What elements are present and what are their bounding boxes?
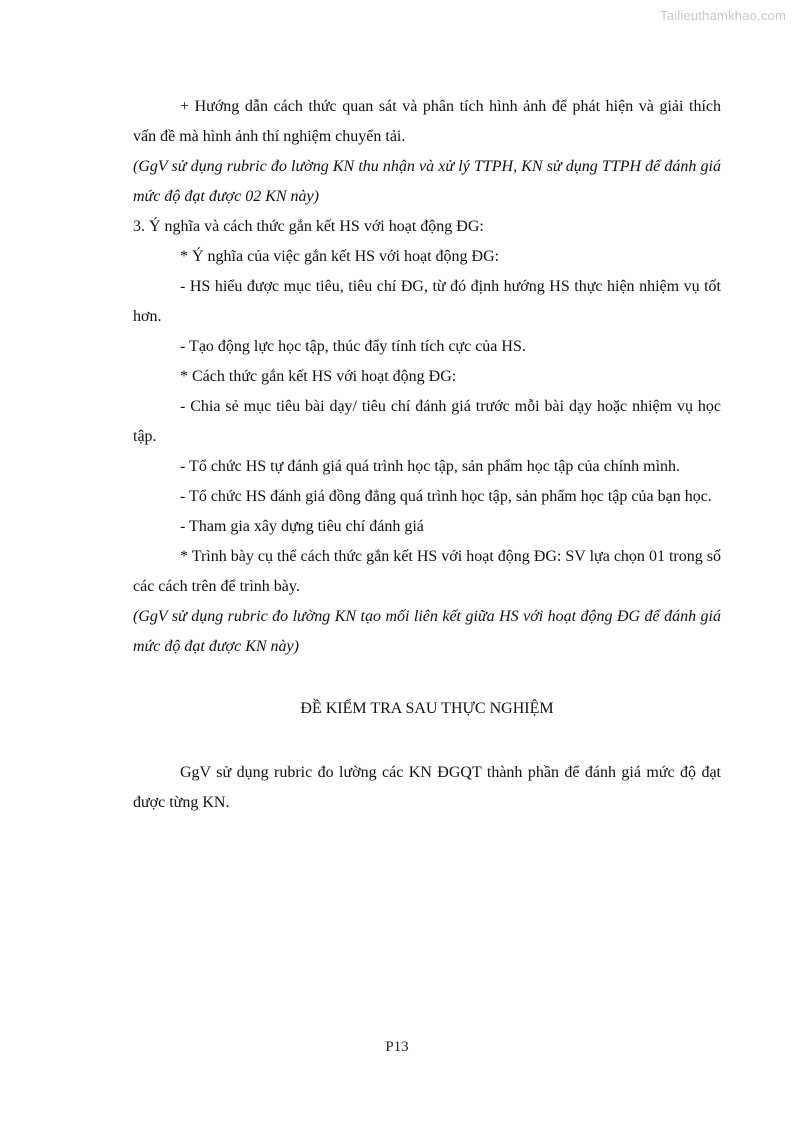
paragraph-meaning-item-1: - HS hiểu được mục tiêu, tiêu chí ĐG, từ đó định hướng HS thực hiện nhiệm vụ tốt hơn. [133,278,721,325]
paragraph-methods-heading: * Cách thức gắn kết HS với hoạt động ĐG: [180,368,457,385]
paragraph-meaning-heading: * Ý nghĩa của việc gắn kết HS với hoạt động ĐG: [180,248,500,265]
section-heading: ĐỀ KIỂM TRA SAU THỰC NGHIỆM [300,700,554,717]
document-body [133,92,721,818]
paragraph-meaning-item-2: - Tạo động lực học tập, thúc đẩy tính tích cực của HS. [180,338,526,355]
paragraphs-top [133,92,721,662]
paragraph-rubric-note-2: (GgV sử dụng rubric đo lường KN tạo mối liên kết giữa HS với hoạt động ĐG để đánh giá mức độ đạt được KN này) [133,608,721,655]
paragraph-section-3-title: 3. Ý nghĩa và cách thức gắn kết HS với hoạt động ĐG: [133,218,484,235]
paragraph-observation-guide: + Hướng dẫn cách thức quan sát và phân tích hình ảnh để phát hiện và giải thích vấn đề mà hình ảnh thí nghiệm chuyển tải. [133,98,721,145]
paragraph-rubric-note-1: (GgV sử dụng rubric đo lường KN thu nhận và xử lý TTPH, KN sử dụng TTPH để đánh giá mức độ đạt được 02 KN này) [133,158,721,205]
paragraph-method-item-4: - Tham gia xây dựng tiêu chí đánh giá [180,518,424,535]
page-number: P13 [385,1039,409,1055]
paragraph-presentation-instruction: * Trình bày cụ thể cách thức gắn kết HS với hoạt động ĐG: SV lựa chọn 01 trong số các cách trên để trình bày. [133,548,721,595]
paragraph-method-item-2: - Tổ chức HS tự đánh giá quá trình học tập, sản phẩm học tập của chính mình. [180,458,681,475]
paragraph-post-test-instruction: GgV sử dụng rubric đo lường các KN ĐGQT thành phần để đánh giá mức độ đạt được từng KN. [133,764,721,811]
paragraphs-bottom [133,758,721,818]
paragraph-method-item-1: - Chia sẻ mục tiêu bài dạy/ tiêu chí đánh giá trước mỗi bài dạy hoặc nhiệm vụ học tập. [133,398,721,445]
watermark-text: Tailieuthamkhao.com [660,8,786,23]
paragraph-method-item-3: - Tổ chức HS đánh giá đồng đẳng quá trình học tập, sản phẩm học tập của bạn học. [180,488,712,505]
